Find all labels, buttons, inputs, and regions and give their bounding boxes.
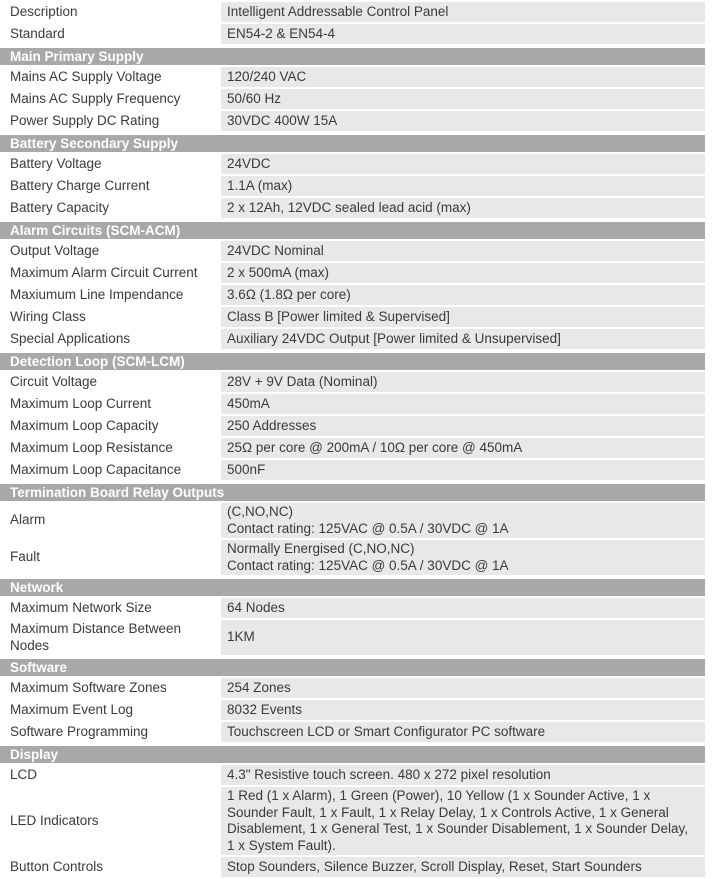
spec-value <box>218 111 705 133</box>
spec-value-line: 500nF <box>227 461 266 477</box>
spec-label: Maximum Loop Capacity <box>0 416 218 438</box>
spec-value <box>218 678 705 700</box>
spec-value <box>218 307 705 329</box>
spec-row <box>0 460 705 482</box>
section-header: Main Primary Supply <box>0 46 705 67</box>
spec-row <box>0 307 705 329</box>
spec-value <box>218 598 705 620</box>
spec-value-line: 25Ω per core @ 200mA / 10Ω per core @ 450mA <box>227 439 523 455</box>
spec-row <box>0 176 705 198</box>
section-header-row <box>0 46 705 67</box>
spec-value <box>218 176 705 198</box>
spec-value <box>218 67 705 89</box>
spec-row <box>0 416 705 438</box>
spec-label: Maxiumum Line Impendance <box>0 285 218 307</box>
section-header: Display <box>0 744 705 765</box>
spec-value <box>218 857 705 879</box>
spec-label: Button Controls <box>0 857 218 879</box>
spec-value-line: 2 x 500mA (max) <box>227 264 330 280</box>
spec-row <box>0 765 705 787</box>
spec-value <box>218 372 705 394</box>
spec-row <box>0 198 705 220</box>
spec-value-line: Touchscreen LCD or Smart Configurator PC software <box>227 723 546 739</box>
spec-row <box>0 111 705 133</box>
spec-row <box>0 722 705 744</box>
spec-value-line: Stop Sounders, Silence Buzzer, Scroll Display, Reset, Start Sounders <box>227 858 642 874</box>
spec-row <box>0 241 705 263</box>
spec-row <box>0 24 705 46</box>
spec-row <box>0 540 705 577</box>
spec-value <box>218 438 705 460</box>
spec-row <box>0 329 705 351</box>
spec-label: Wiring Class <box>0 307 218 329</box>
spec-row <box>0 598 705 620</box>
spec-label: Maximum Loop Resistance <box>0 438 218 460</box>
spec-label: Circuit Voltage <box>0 372 218 394</box>
spec-value-line: 1KM <box>227 629 255 645</box>
spec-value-line: 3.6Ω (1.8Ω per core) <box>227 286 351 302</box>
spec-table-body <box>0 2 705 879</box>
spec-value-line: Intelligent Addressable Control Panel <box>227 3 449 19</box>
spec-value-line: 30VDC 400W 15A <box>227 112 338 128</box>
spec-value-line: 50/60 Hz <box>227 90 282 106</box>
spec-label: Battery Voltage <box>0 154 218 176</box>
spec-value <box>218 765 705 787</box>
spec-value <box>218 460 705 482</box>
spec-label: Maximum Software Zones <box>0 678 218 700</box>
spec-value-line: 8032 Events <box>227 701 303 717</box>
spec-value-line: 24VDC <box>227 155 271 171</box>
spec-label: Battery Charge Current <box>0 176 218 198</box>
spec-row <box>0 438 705 460</box>
section-header: Battery Secondary Supply <box>0 133 705 154</box>
spec-row <box>0 787 705 857</box>
section-header: Detection Loop (SCM-LCM) <box>0 351 705 372</box>
section-header-row <box>0 351 705 372</box>
spec-row <box>0 2 705 24</box>
section-header: Network <box>0 577 705 598</box>
spec-value <box>218 89 705 111</box>
spec-label: LED Indicators <box>0 787 218 857</box>
spec-value-line: 2 x 12Ah, 12VDC sealed lead acid (max) <box>227 199 471 215</box>
spec-row <box>0 678 705 700</box>
spec-label: Special Applications <box>0 329 218 351</box>
section-header: Alarm Circuits (SCM-ACM) <box>0 220 705 241</box>
section-header-row <box>0 744 705 765</box>
section-header: Software <box>0 657 705 678</box>
spec-row <box>0 89 705 111</box>
spec-value <box>218 154 705 176</box>
spec-value-line: Auxiliary 24VDC Output [Power limited & Unsupervised] <box>227 330 561 346</box>
spec-row <box>0 857 705 879</box>
spec-label: Output Voltage <box>0 241 218 263</box>
spec-label: Maximum Network Size <box>0 598 218 620</box>
spec-value-line: 64 Nodes <box>227 599 285 615</box>
spec-value <box>218 241 705 263</box>
spec-label: Maximum Event Log <box>0 700 218 722</box>
spec-value-line: 24VDC Nominal <box>227 242 324 258</box>
spec-value-line: 450mA <box>227 395 270 411</box>
spec-value <box>218 2 705 24</box>
spec-label: Maximum Distance Between Nodes <box>0 620 218 657</box>
spec-value-line: EN54-2 & EN54-4 <box>227 25 336 41</box>
spec-value <box>218 722 705 744</box>
spec-label: Description <box>0 2 218 24</box>
spec-value-line: Contact rating: 125VAC @ 0.5A / 30VDC @ 1A <box>227 557 509 573</box>
spec-value <box>218 394 705 416</box>
spec-label: Maximum Loop Current <box>0 394 218 416</box>
spec-value-line: (C,NO,NC) <box>227 504 293 519</box>
spec-row <box>0 620 705 657</box>
spec-value-line: Normally Energised (C,NO,NC) <box>227 541 415 556</box>
spec-label: Standard <box>0 24 218 46</box>
spec-value-line: 1 Red (1 x Alarm), 1 Green (Power), 10 Yellow (1 x Sounder Active, 1 x Sounder Fault, 1 x Fault, 1 x Relay Delay, 1 x Controls Active, 1 x General Disablement, 1 x General Test, 1 x Sounder Disablement, 1 x Sounder Delay, 1 x System Fault). <box>227 788 688 853</box>
spec-value-line: Contact rating: 125VAC @ 0.5A / 30VDC @ 1A <box>227 520 509 536</box>
spec-value <box>218 700 705 722</box>
spec-label: Software Programming <box>0 722 218 744</box>
spec-label: Power Supply DC Rating <box>0 111 218 133</box>
spec-value-line: 1.1A (max) <box>227 177 293 193</box>
spec-value-line: 28V + 9V Data (Nominal) <box>227 373 378 389</box>
spec-row <box>0 503 705 540</box>
spec-label: Mains AC Supply Frequency <box>0 89 218 111</box>
spec-label: LCD <box>0 765 218 787</box>
spec-value <box>218 503 705 540</box>
section-header-row <box>0 577 705 598</box>
spec-value-line: Class B [Power limited & Supervised] <box>227 308 450 324</box>
spec-value <box>218 787 705 857</box>
spec-row <box>0 263 705 285</box>
spec-label: Mains AC Supply Voltage <box>0 67 218 89</box>
spec-value <box>218 540 705 577</box>
spec-label: Maximum Loop Capacitance <box>0 460 218 482</box>
spec-value <box>218 285 705 307</box>
spec-value <box>218 24 705 46</box>
section-header-row <box>0 220 705 241</box>
spec-row <box>0 67 705 89</box>
spec-label: Alarm <box>0 503 218 540</box>
spec-value <box>218 416 705 438</box>
spec-label: Maximum Alarm Circuit Current <box>0 263 218 285</box>
spec-value-line: 254 Zones <box>227 679 291 695</box>
section-header: Termination Board Relay Outputs <box>0 482 705 503</box>
spec-row <box>0 394 705 416</box>
spec-row <box>0 285 705 307</box>
spec-row <box>0 700 705 722</box>
spec-value-line: 250 Addresses <box>227 417 317 433</box>
section-header-row <box>0 133 705 154</box>
spec-label: Fault <box>0 540 218 577</box>
spec-value <box>218 198 705 220</box>
spec-label: Battery Capacity <box>0 198 218 220</box>
section-header-row <box>0 482 705 503</box>
spec-row <box>0 372 705 394</box>
spec-value <box>218 620 705 657</box>
spec-table <box>0 2 705 879</box>
section-header-row <box>0 657 705 678</box>
spec-value-line: 4.3" Resistive touch screen. 480 x 272 pixel resolution <box>227 766 551 782</box>
spec-value <box>218 329 705 351</box>
spec-row <box>0 154 705 176</box>
spec-value-line: 120/240 VAC <box>227 68 307 84</box>
spec-value <box>218 263 705 285</box>
